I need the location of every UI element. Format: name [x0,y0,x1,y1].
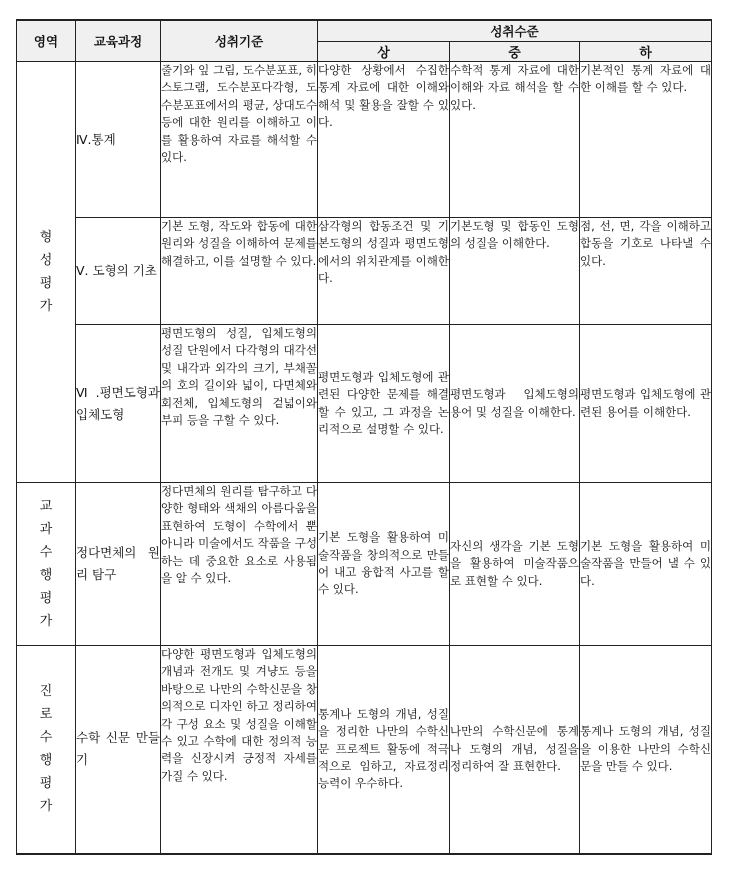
level-high-cell: 통계나 도형의 개념, 성질을 정리한 나만의 수학신문 프로젝트 활동에 적극적으로 임하고, 자료정리 능력이 우수하다. [318,646,450,854]
header-standard: 성취기준 [161,20,318,62]
achievement-standards-table [16,19,712,855]
area-cell-subject-performance: 교과수행평가 [17,483,76,646]
level-low-cell: 기본적인 통계 자료에 대한 이해를 할 수 있다. [580,62,712,218]
table-row [17,646,712,854]
table-row [17,218,712,325]
course-cell: 수학 신문 만들기 [76,646,161,854]
course-cell: Ⅵ.평면도형과 입체도형 [76,325,161,483]
level-high-cell: 삼각형의 합동조건 및 기본도형의 성질과 평면도형에서의 위치관계를 이해한다. [318,218,450,325]
level-low-cell: 통계나 도형의 개념, 성질을 이용한 나만의 수학신문을 만들 수 있다. [580,646,712,854]
header-level-low: 하 [580,42,712,62]
level-high-cell: 기본 도형을 활용하여 미술작품을 창의적으로 만들어 내고 융합적 사고를 할 수 있다. [318,483,450,646]
header-area: 영역 [17,20,76,62]
area-cell-formative: 형성평가 [17,62,76,483]
header-level-middle: 중 [450,42,580,62]
header-level-high: 상 [318,42,450,62]
level-low-cell: 점, 선, 면, 각을 이해하고 합동을 기호로 나타낼 수 있다. [580,218,712,325]
level-middle-cell: 평면도형과 입체도형의 용어 및 성질을 이해한다. [450,325,580,483]
standard-cell: 줄기와 잎 그림, 도수분포표, 히스토그램, 도수분포다각형, 도수분포표에서의 평균, 상대도수 등에 대한 원리를 이해하고 이를 활용하여 자료를 해석할 수 있다. [161,62,318,218]
level-low-cell: 기본 도형을 활용하여 미술작품을 만들어 낼 수 있다. [580,483,712,646]
table-row [17,325,712,483]
level-middle-cell: 기본도형 및 합동인 도형의 성질을 이해한다. [450,218,580,325]
standard-cell: 정다면체의 원리를 탐구하고 다양한 형태와 색채의 아름다움을 표현하여 도형이 수학에서 뿐 아니라 미술에서도 작품을 구성하는 데 중요한 요소로 사용됨을 알 수 있다. [161,483,318,646]
standard-cell: 평면도형의 성질, 입체도형의 성질 단원에서 다각형의 대각선 및 내각과 외각의 크기, 부채꼴의 호의 길이와 넓이, 다면체와 회전체, 입체도형의 겉넓이와 부피 등을 구할 수 있다. [161,325,318,483]
course-cell: Ⅴ. 도형의 기초 [76,218,161,325]
standard-cell: 다양한 평면도형과 입체도형의 개념과 전개도 및 겨냥도 등을 바탕으로 나만의 수학신문을 창의적으로 디자인 하고 정리하여 각 구성 요소 및 성질을 이해할 수 있고 수학에 대한 정의적 능력을 신장시켜 긍정적 자세를 가질 수 있다. [161,646,318,854]
area-cell-career-performance: 진로수행평가 [17,646,76,854]
standard-cell: 기본 도형, 작도와 합동에 대한 원리와 성질을 이해하여 문제를 해결하고, 이를 설명할 수 있다. [161,218,318,325]
table-row [17,483,712,646]
level-low-cell: 평면도형과 입체도형에 관련된 용어를 이해한다. [580,325,712,483]
course-cell: 정다면체의 원리 탐구 [76,483,161,646]
level-middle-cell: 수학적 통계 자료에 대한 이해와 자료 해석을 할 수 있다. [450,62,580,218]
header-curriculum: 교육과정 [76,20,161,62]
level-middle-cell: 자신의 생각을 기본 도형을 활용하여 미술작품으로 표현할 수 있다. [450,483,580,646]
header-level: 성취수준 [318,20,712,42]
course-cell: Ⅳ.통계 [76,62,161,218]
level-middle-cell: 나만의 수학신문에 통계나 도형의 개념, 성질을 정리하여 잘 표현한다. [450,646,580,854]
table-row [17,62,712,218]
level-high-cell: 평면도형과 입체도형에 관련된 다양한 문제를 해결할 수 있고, 그 과정을 논리적으로 설명할 수 있다. [318,325,450,483]
level-high-cell: 다양한 상황에서 수집한 통계 자료에 대한 이해와 해석 및 활용을 잘할 수 있다. [318,62,450,218]
